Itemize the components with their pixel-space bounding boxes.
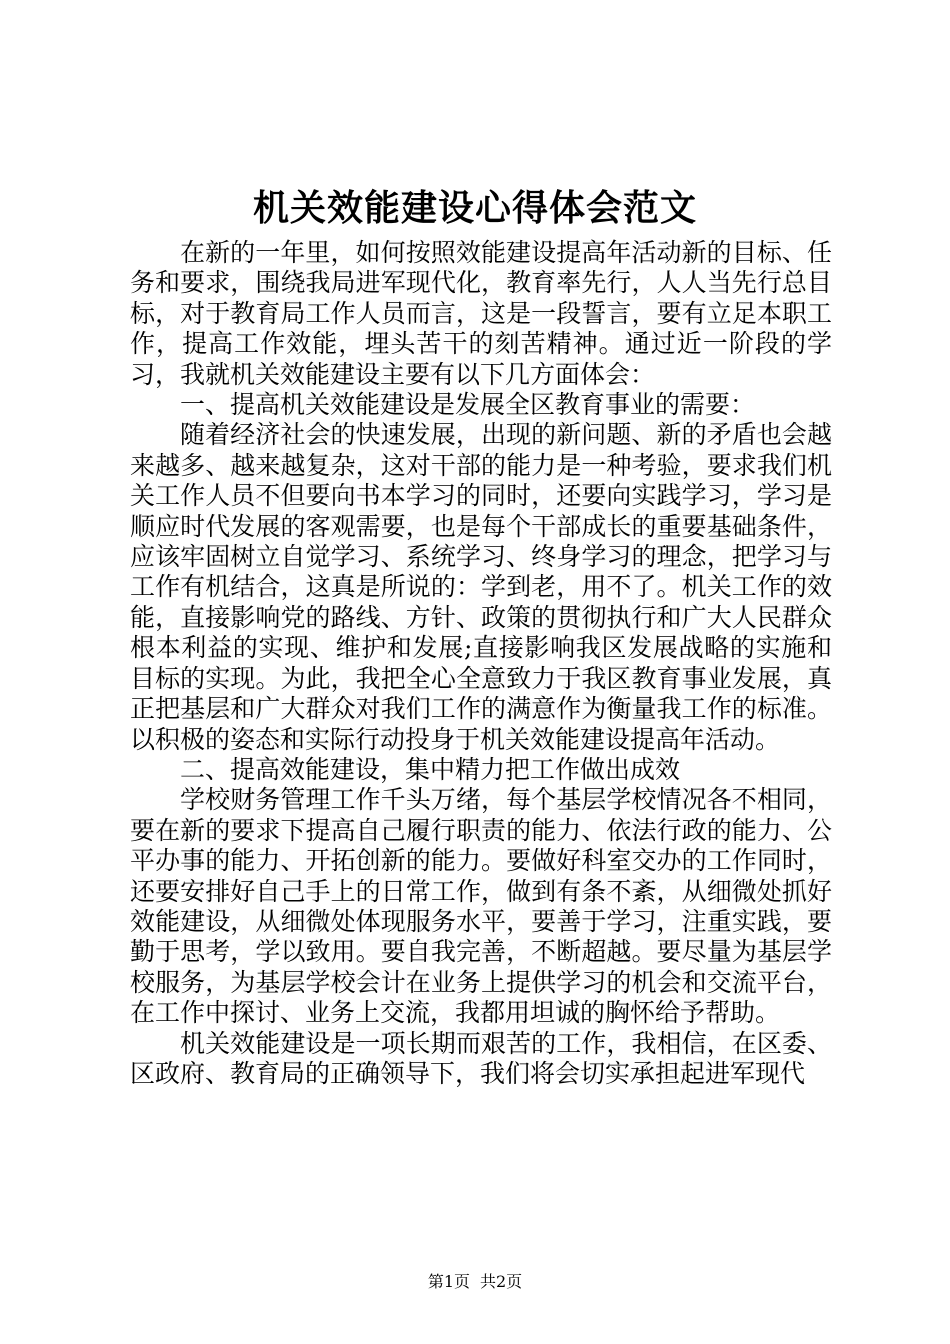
paragraph-section-2: 学校财务管理工作千头万绪，每个基层学校情况各不相同，要在新的要求下提高自己履行职责的能力、依法行政的能力、公平办事的能力、开拓创新的能力。要做好科室交办的工作同时，还要安排好自己手上的日常工作，做到有条不紊，从细微处抓好效能建设，从细微处体现服务水平，要善于学习，注重实践，要勤于思考，学以致用。要自我完善，不断超越。要尽量为基层学校服务，为基层学校会计在业务上提供学习的机会和交流平台，在工作中探讨、业务上交流，我都用坦诚的胸怀给予帮助。 [130, 785, 832, 1028]
page-footer [0, 1272, 950, 1292]
section-heading-2: 二、提高效能建设，集中精力把工作做出成效 [180, 754, 681, 784]
document-body [130, 238, 832, 1089]
section-heading-1: 一、提高机关效能建设是发展全区教育事业的需要： [180, 390, 756, 420]
paragraph-closing: 机关效能建设是一项长期而艰苦的工作，我相信，在区委、区政府、教育局的正确领导下，我们将会切实承担起进军现代 [130, 1028, 832, 1088]
paragraph-section-1: 随着经济社会的快速发展，出现的新问题、新的矛盾也会越来越多、越来越复杂，这对干部的能力是一种考验，要求我们机关工作人员不但要向书本学习的同时，还要向实践学习，学习是顺应时代发展的客观需要，也是每个干部成长的重要基础条件，应该牢固树立自觉学习、系统学习、终身学习的理念，把学习与工作有机结合，这真是所说的：学到老，用不了。机关工作的效能，直接影响党的路线、方针、政策的贯彻执行和广大人民群众根本利益的实现、维护和发展;直接影响我区发展战略的实施和目标的实现。为此，我把全心全意致力于我区教育事业发展，真正把基层和广大群众对我们工作的满意作为衡量我工作的标准。以积极的姿态和实际行动投身于机关效能建设提高年活动。 [130, 420, 832, 754]
page-total: 共2页 [480, 1272, 523, 1291]
document-title: 机关效能建设心得体会范文 [252, 187, 697, 229]
paragraph-intro: 在新的一年里，如何按照效能建设提高年活动新的目标、任务和要求，围绕我局进军现代化，教育率先行，人人当先行总目标，对于教育局工作人员而言，这是一段誓言，要有立足本职工作，提高工作效能，埋头苦干的刻苦精神。通过近一阶段的学习，我就机关效能建设主要有以下几方面体会： [130, 238, 832, 389]
page-number: 第1页 [427, 1272, 470, 1291]
